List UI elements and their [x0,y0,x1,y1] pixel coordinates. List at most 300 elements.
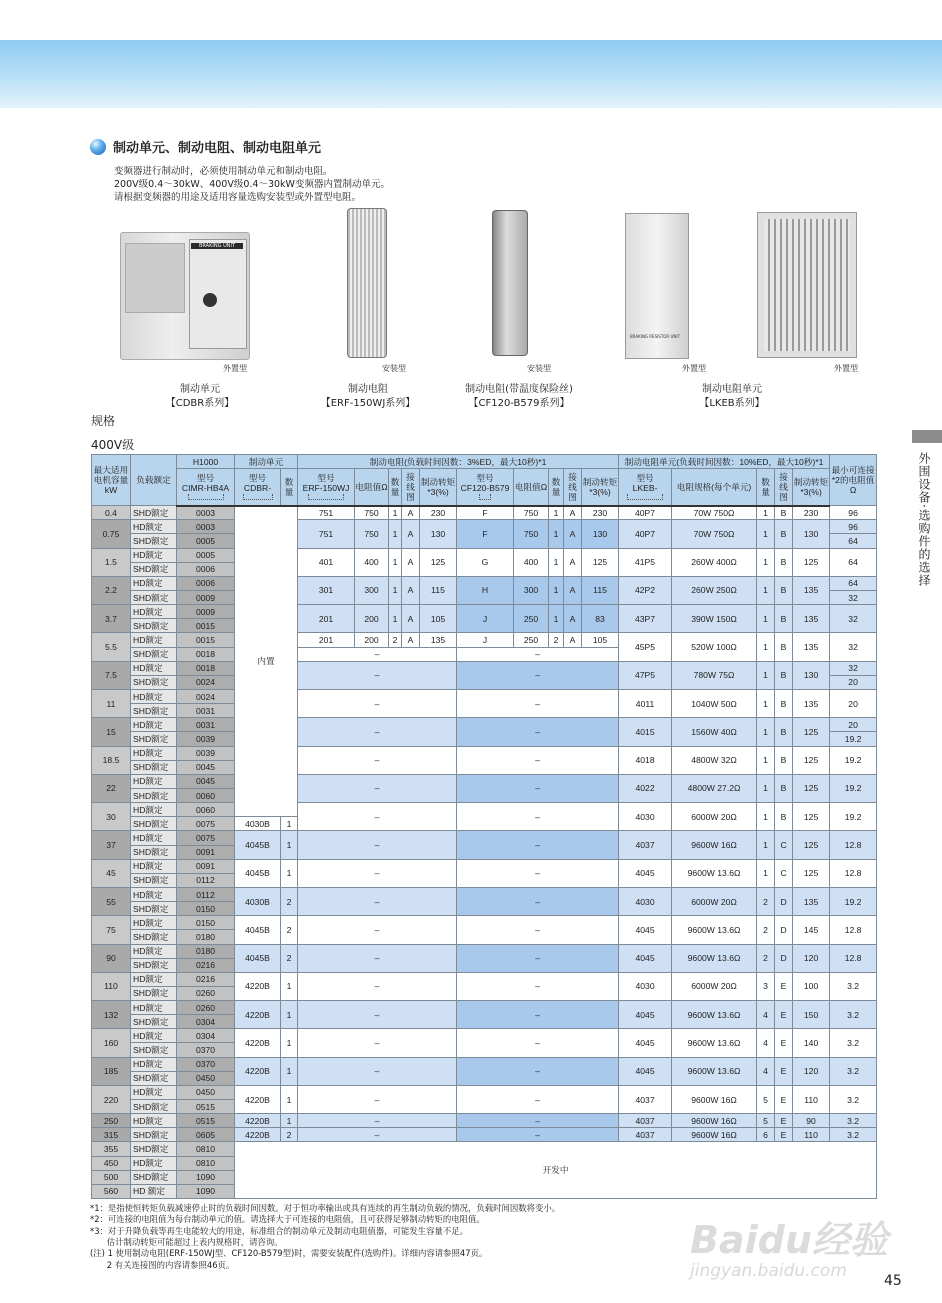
inverter-model: 0515 [177,1114,235,1128]
motor-kw: 110 [92,972,131,1000]
product-name: 制动电阻单元 [702,384,762,395]
col-lkeb-model [619,469,672,506]
lkeb-wiring: E [775,1001,793,1029]
erf-wiring: A [402,576,420,604]
erf-torque: 230 [420,506,457,520]
lkeb-spec: 1040W 50Ω [672,689,757,717]
spec-table [91,454,877,1199]
side-tab-marker [912,430,942,443]
table-row [92,859,877,873]
lkeb-wiring: B [775,803,793,831]
cf-model: G [457,548,514,576]
inverter-model: 0039 [177,746,235,760]
erf-model: 201 [298,605,355,633]
lkeb-model: 4018 [619,746,672,774]
col-wiring: 接线图 [775,469,793,506]
load-rating: SHD额定 [131,619,177,633]
min-resistance: 96 [830,520,877,534]
lkeb-wiring: B [775,774,793,802]
lkeb-model: 43P7 [619,605,672,633]
lkeb-qty: 5 [757,1114,775,1128]
lkeb-torque: 125 [793,718,830,746]
cf-torque: 130 [582,520,619,548]
erf-qty: 1 [389,520,402,548]
intro-text [114,165,390,204]
lkeb-wiring: B [775,506,793,520]
motor-kw: 0.4 [92,506,131,520]
cf-model-empty: – [457,661,619,689]
load-rating: HD额定 [131,661,177,675]
table-row [92,746,877,760]
lkeb-torque: 125 [793,859,830,887]
lkeb-torque: 125 [793,803,830,831]
label: 型号 [476,473,494,484]
motor-kw: 15 [92,718,131,746]
lkeb-qty: 2 [757,916,775,944]
footnote: 2 有关连接图的内容请参照46页。 [90,1259,235,1270]
load-rating: SHD额定 [131,506,177,520]
lkeb-spec: 9600W 16Ω [672,1128,757,1142]
motor-kw: 45 [92,859,131,887]
inverter-model: 0060 [177,803,235,817]
lkeb-qty: 1 [757,831,775,859]
label: CDBR- [243,483,272,494]
footnote: 估计制动转矩可能超过上表内规格时，请咨询。 [90,1236,283,1247]
inverter-model: 1090 [177,1184,235,1198]
load-rating: HD额定 [131,1085,177,1099]
lkeb-qty: 1 [757,774,775,802]
table-row [92,718,877,732]
cf-qty: 1 [549,605,564,633]
min-resistance: 19.2 [830,803,877,831]
cdbr-model: 4045B [235,916,281,944]
table-row [92,506,877,520]
inverter-model: 0024 [177,675,235,689]
col-qty: 数量 [549,469,564,506]
cdbr-model: 4220B [235,1128,281,1142]
cdbr-qty: 1 [281,831,298,859]
inverter-model: 0075 [177,817,235,831]
erf-resistance: 750 [355,506,389,520]
inverter-model: 0015 [177,633,235,647]
cf-model-empty: – [457,916,619,944]
footnote: *3：对于升降负载等再生电能较大的用途，标准组合的制动单元及制动电阻值器，可能发生容量不足。 [90,1225,469,1236]
load-rating: SHD额定 [131,1043,177,1057]
inverter-model: 0810 [177,1156,235,1170]
cf-resistance: 400 [514,548,549,576]
cf-model-empty: – [457,1029,619,1057]
erf-model: 751 [298,520,355,548]
table-row [92,774,877,788]
mount-type-caption: 安装型 [527,364,551,373]
lkeb-wiring: E [775,1128,793,1142]
load-rating: SHD额定 [131,1071,177,1085]
cdbr-qty: 1 [281,1114,298,1128]
cf-model-empty: – [457,1114,619,1128]
lkeb-wiring: E [775,1029,793,1057]
erf-qty: 2 [389,633,402,647]
lkeb-qty: 1 [757,859,775,887]
heading-text: 制动单元、制动电阻、制动电阻单元 [113,141,322,156]
min-resistance: 32 [830,590,877,604]
col-torque: 制动转矩*3(%) [582,469,619,506]
cdbr-qty: 2 [281,887,298,915]
motor-kw: 30 [92,803,131,831]
inverter-model: 0075 [177,831,235,845]
table-row [92,520,877,534]
load-rating: HD额定 [131,944,177,958]
lkeb-qty: 1 [757,689,775,717]
erf-qty: 1 [389,576,402,604]
inverter-model: 0150 [177,916,235,930]
col-resistance: 电阻值Ω [355,469,389,506]
cf-wiring: A [564,633,582,647]
cf-model-empty: – [457,774,619,802]
inverter-model: 0810 [177,1142,235,1156]
lkeb-model: 4045 [619,1057,672,1085]
label: 型号 [636,473,654,484]
mount-type-caption: 外置型 [834,364,858,373]
lkeb-model: 4011 [619,689,672,717]
min-resistance: 32 [830,633,877,661]
lkeb-spec: 9600W 13.6Ω [672,944,757,972]
cf-model-empty: – [457,718,619,746]
cf-resistance: 250 [514,605,549,633]
cf-wiring: A [564,576,582,604]
erf-torque: 125 [420,548,457,576]
load-rating: HD额定 [131,887,177,901]
load-rating: HD额定 [131,1156,177,1170]
cdbr-model: 4220B [235,1114,281,1128]
table-row [92,944,877,958]
lkeb-qty: 4 [757,1001,775,1029]
lkeb-wiring: E [775,1057,793,1085]
lkeb-wiring: B [775,548,793,576]
inverter-model: 0304 [177,1029,235,1043]
inverter-model: 0216 [177,972,235,986]
side-tab-label: 外围设备·选购件的选择 [917,452,931,587]
load-rating: SHD额定 [131,817,177,831]
lkeb-qty: 3 [757,972,775,1000]
table-row [92,576,877,590]
cf-torque: 125 [582,548,619,576]
load-rating: HD额定 [131,972,177,986]
cdbr-model: 4220B [235,1085,281,1113]
lkeb-wiring: C [775,831,793,859]
load-rating: HD额定 [131,605,177,619]
min-resistance: 20 [830,718,877,732]
cdbr-builtin: 内置 [235,506,298,817]
lkeb-qty: 1 [757,718,775,746]
erf-model-empty: – [298,689,457,717]
cf-model-empty: – [457,859,619,887]
table-row [92,661,877,675]
cf-model-empty: – [457,647,619,661]
lkeb-model: 4045 [619,916,672,944]
watermark-url: jingyan.baidu.com [690,1261,847,1282]
motor-kw: 90 [92,944,131,972]
min-resistance: 3.2 [830,1128,877,1142]
product-name: 制动电阻(带温度保险丝) [465,384,573,395]
table-row [92,1142,877,1156]
motor-kw: 0.75 [92,520,131,548]
cf-model: H [457,576,514,604]
load-rating: HD额定 [131,718,177,732]
cf-torque: 105 [582,633,619,647]
load-rating: SHD额定 [131,958,177,972]
col-resistance: 电阻值Ω [514,469,549,506]
cf-resistance: 750 [514,506,549,520]
lkeb-wiring: B [775,633,793,661]
footnote: *2：可连接的电阻值为每台制动单元的值。请选择大于可连接的电阻值，且可获得足够制动转矩的电阻值。 [90,1214,485,1225]
min-resistance: 32 [830,605,877,633]
mount-type-caption: 安装型 [382,364,406,373]
lkeb-model: 4037 [619,1085,672,1113]
inverter-model: 0260 [177,986,235,1000]
lkeb-qty: 2 [757,944,775,972]
erf-model-empty: – [298,746,457,774]
erf-torque: 130 [420,520,457,548]
lkeb-spec: 6000W 20Ω [672,887,757,915]
intro-line: 200V级0.4～30kW、400V级0.4～30kW变频器内置制动单元。 [114,179,390,190]
min-resistance: 12.8 [830,831,877,859]
lkeb-qty: 1 [757,661,775,689]
label: 型号 [196,473,215,484]
min-resistance: 19.2 [830,746,877,774]
col-torque: 制动转矩*3(%) [420,469,457,506]
lkeb-small-image [625,213,689,359]
erf-model-empty: – [298,1001,457,1029]
lkeb-wiring: C [775,859,793,887]
lkeb-wiring: B [775,689,793,717]
lkeb-spec: 6000W 20Ω [672,972,757,1000]
motor-kw: 185 [92,1057,131,1085]
lkeb-model: 40P7 [619,520,672,548]
inverter-model: 0091 [177,845,235,859]
motor-kw: 450 [92,1156,131,1170]
mount-type-caption: 外置型 [223,364,247,373]
lkeb-spec: 70W 750Ω [672,520,757,548]
load-rating: SHD额定 [131,1142,177,1156]
load-rating: HD额定 [131,633,177,647]
load-rating: SHD额定 [131,647,177,661]
min-resistance: 32 [830,661,877,675]
erf-resistance: 200 [355,605,389,633]
inverter-model: 0031 [177,718,235,732]
table-row [92,1001,877,1015]
lkeb-wiring: B [775,746,793,774]
lkeb-qty: 6 [757,1128,775,1142]
lkeb-qty: 1 [757,633,775,661]
lkeb-spec: 260W 400Ω [672,548,757,576]
cdbr-qty: 2 [281,1128,298,1142]
footer-area [90,1203,902,1303]
erf-model: 201 [298,633,355,647]
erf-resistance: 300 [355,576,389,604]
lkeb-qty: 1 [757,746,775,774]
inverter-model: 0112 [177,873,235,887]
col-cdbr-model [235,469,281,506]
label: ERF-150WJ [302,483,350,494]
load-rating: HD额定 [131,803,177,817]
cf-qty: 1 [549,520,564,548]
motor-kw: 2.2 [92,576,131,604]
inverter-model: 0003 [177,506,235,520]
min-resistance: 3.2 [830,972,877,1000]
load-rating: SHD额定 [131,1170,177,1184]
lkeb-torque: 130 [793,520,830,548]
cf-qty: 1 [549,506,564,520]
cdbr-model: 4220B [235,1001,281,1029]
lkeb-spec: 4800W 27.2Ω [672,774,757,802]
cf-qty: 1 [549,576,564,604]
erf-model-empty: – [298,1085,457,1113]
erf-wiring: A [402,605,420,633]
lkeb-torque: 135 [793,605,830,633]
min-resistance: 12.8 [830,916,877,944]
load-rating: SHD额定 [131,704,177,718]
lkeb-torque: 125 [793,746,830,774]
cf-wiring: A [564,605,582,633]
cf-model: J [457,605,514,633]
cf-wiring: A [564,520,582,548]
lkeb-qty: 1 [757,548,775,576]
cdbr-qty: 1 [281,1029,298,1057]
lkeb-qty: 1 [757,605,775,633]
inverter-model: 0045 [177,760,235,774]
lkeb-spec: 9600W 16Ω [672,1085,757,1113]
lkeb-torque: 125 [793,548,830,576]
load-rating: SHD额定 [131,760,177,774]
col-wiring: 接线图 [402,469,420,506]
label: 型号 [317,473,335,484]
motor-kw: 3.7 [92,605,131,633]
inverter-model: 0031 [177,704,235,718]
cf-model: F [457,520,514,548]
load-rating: SHD额定 [131,534,177,548]
min-resistance: 3.2 [830,1057,877,1085]
erf-wiring: A [402,520,420,548]
cdbr-qty: 1 [281,972,298,1000]
load-rating: SHD额定 [131,1100,177,1114]
mount-type-caption: 外置型 [682,364,706,373]
load-rating: HD额定 [131,520,177,534]
product-series: 【LKEB系列】 [699,398,765,409]
load-rating: SHD额定 [131,1015,177,1029]
lkeb-qty: 1 [757,506,775,520]
min-resistance: 3.2 [830,1114,877,1128]
lkeb-model: 4037 [619,1128,672,1142]
inverter-model: 0150 [177,902,235,916]
min-resistance: 64 [830,548,877,576]
col-qty: 数量 [757,469,775,506]
section-heading [90,137,321,156]
cf-model-empty: – [457,1001,619,1029]
lkeb-torque: 135 [793,887,830,915]
table-and-notes [90,454,902,1303]
load-rating: HD额定 [131,1001,177,1015]
erf-model-empty: – [298,859,457,887]
in-development: 开发中 [235,1142,877,1199]
cdbr-unit-image [120,232,250,360]
min-resistance: 3.2 [830,1029,877,1057]
min-resistance: 3.2 [830,1085,877,1113]
load-rating: HD额定 [131,548,177,562]
lkeb-torque: 150 [793,1001,830,1029]
inverter-model: 0003 [177,520,235,534]
inverter-model: 0039 [177,732,235,746]
table-row [92,1029,877,1043]
cdbr-qty: 2 [281,916,298,944]
lkeb-spec: 9600W 13.6Ω [672,1029,757,1057]
col-braking-resistor: 制动电阻(负载时间因数：3%ED，最大10秒)*1 [298,455,619,469]
lkeb-model: 41P5 [619,548,672,576]
table-row [92,633,877,647]
cdbr-model: 4030B [235,817,281,831]
lkeb-spec: 9600W 16Ω [672,831,757,859]
voltage-class-title: 400V级 [91,438,135,452]
product-series: 【CF120-B579系列】 [468,398,570,409]
col-motor-kw: 最大适用电机容量kW [92,455,131,506]
erf-resistance: 200 [355,633,389,647]
product-name: 制动电阻 [348,384,388,395]
inverter-model: 0006 [177,562,235,576]
inverter-model: 0018 [177,647,235,661]
erf-torque: 135 [420,633,457,647]
cf-wiring: A [564,548,582,576]
lkeb-model: 42P2 [619,576,672,604]
col-erf-model [298,469,355,506]
product-name-cdbr [166,383,235,411]
motor-kw: 500 [92,1170,131,1184]
inverter-model: 0605 [177,1128,235,1142]
label: LKEB- [632,483,658,494]
motor-kw: 22 [92,774,131,802]
erf-resistor-image [347,208,387,358]
load-rating: HD额定 [131,859,177,873]
min-resistance: 12.8 [830,944,877,972]
inverter-model: 0515 [177,1100,235,1114]
lkeb-model: 45P5 [619,633,672,661]
load-rating: SHD额定 [131,930,177,944]
load-rating: HD额定 [131,1114,177,1128]
motor-kw: 250 [92,1114,131,1128]
cf-model-empty: – [457,887,619,915]
lkeb-badge: BRAKING RESISTOR UNIT [630,334,681,339]
lkeb-model: 4015 [619,718,672,746]
lkeb-wiring: B [775,605,793,633]
cdbr-qty: 1 [281,1085,298,1113]
erf-qty: 1 [389,605,402,633]
load-rating: SHD额定 [131,845,177,859]
min-resistance: 19.2 [830,732,877,746]
inverter-model: 0018 [177,661,235,675]
cf-model-empty: – [457,1085,619,1113]
lkeb-torque: 125 [793,831,830,859]
load-rating: HD额定 [131,576,177,590]
bullet-ball-icon [90,139,106,155]
table-row [92,548,877,562]
erf-model-empty: – [298,831,457,859]
cdbr-qty: 1 [281,859,298,887]
lkeb-spec: 4800W 32Ω [672,746,757,774]
col-wiring: 接线图 [564,469,582,506]
erf-model-empty: – [298,661,457,689]
inverter-model: 0260 [177,1001,235,1015]
lkeb-spec: 70W 750Ω [672,506,757,520]
table-row [92,803,877,817]
cdbr-model: 4045B [235,944,281,972]
